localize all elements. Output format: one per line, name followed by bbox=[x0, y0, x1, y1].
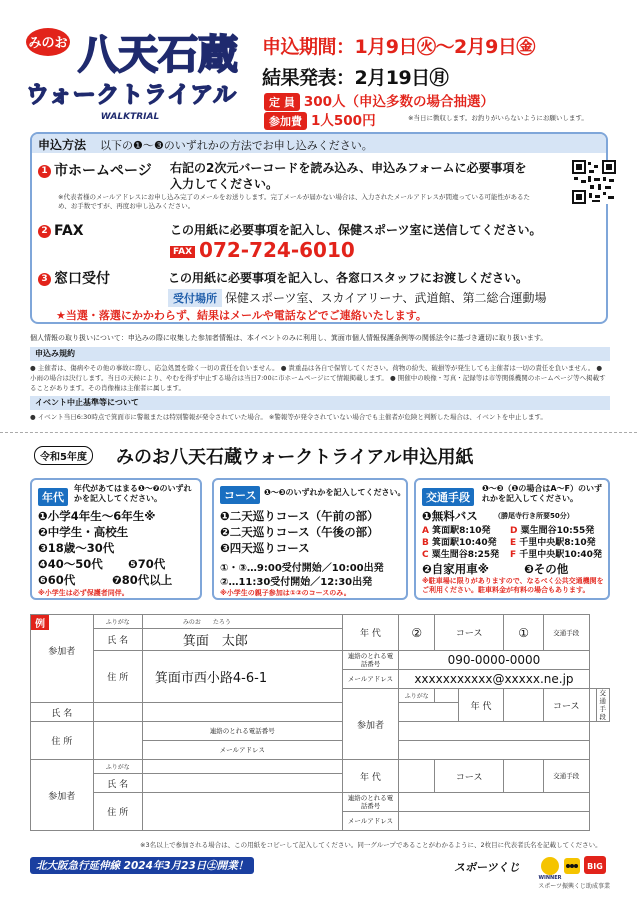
phone-label: 連絡のとれる電話番号 bbox=[142, 722, 342, 741]
method2-number: 2 bbox=[38, 225, 51, 238]
method-title: 申込方法 bbox=[38, 138, 87, 152]
venue-list: 保健スポーツ室、スカイアリーナ、武道館、第二総合運動場 bbox=[225, 291, 547, 305]
result-announcement: 結果発表：2月19日㊊ bbox=[262, 67, 449, 89]
example-participant-cell bbox=[31, 615, 94, 703]
fax-number-value: 072-724-6010 bbox=[199, 238, 355, 262]
method3-text: この用紙に必要事項を記入し、各窓口スタッフにお渡しください。 bbox=[168, 271, 529, 285]
course-option-2: ❷二天巡りコース（午後の部） bbox=[220, 525, 379, 539]
venue-label: 受付場所 bbox=[168, 289, 222, 307]
address-label: 住 所 bbox=[93, 651, 142, 703]
event-logo bbox=[18, 22, 242, 124]
age-option-2: ❷中学生・高校生 bbox=[38, 525, 129, 539]
cancel-title: イベント中止基準等について bbox=[30, 396, 610, 410]
bus-stop-a-text: 箕面駅8:10発 bbox=[432, 526, 491, 536]
age-option-5: ❺70代 bbox=[128, 557, 166, 571]
age-tag: 年代 bbox=[38, 488, 68, 506]
age-option-1: ❶小学4年生〜6年生※ bbox=[38, 509, 156, 523]
rules-text: ● 主催者は、傷病やその他の事故に際し、応急処置を除く一切の責任を負いません。 ● 貴重品は各自で保管してください。荷物の紛失、破損等が発生しても主催者は一切の責任を負いません。 ● 小雨の場合は決行します。当日の天候により、やむを得ず中止する場合は当日7:00に市ホームページにて情報掲載します。 ● 開催中の映像・写真・記録等は市等関係機関のホームページ等へ掲載することがあります。その肖像権は主催者に属します。 bbox=[30, 364, 606, 392]
logo-sub: WALKTRIAL bbox=[100, 112, 160, 122]
furigana-input-1[interactable] bbox=[435, 689, 459, 703]
participant-1-label: 参加者 bbox=[342, 689, 399, 760]
method2-label-text: FAX bbox=[54, 223, 84, 239]
example-name: 箕面 太郎 bbox=[142, 629, 342, 651]
name-input-1[interactable] bbox=[93, 703, 142, 722]
transport-instruction: ❶〜❸（❶の場合はA〜F）のいずれかを記入してください。 bbox=[482, 484, 602, 503]
railway-banner: 北大阪急行延伸線 2024年3月23日㊏開業！ bbox=[30, 857, 254, 874]
method1-label bbox=[38, 160, 152, 180]
fax-number bbox=[170, 238, 355, 262]
email-input-2[interactable] bbox=[399, 812, 589, 831]
transport-tag: 交通手段 bbox=[422, 488, 474, 506]
bus-stop-a-letter: A bbox=[422, 526, 429, 536]
example-age: ② bbox=[399, 615, 435, 651]
transport-label: 交通手段 bbox=[543, 615, 589, 651]
method-subtitle: 以下の❶〜❸のいずれかの方法でお申し込みください。 bbox=[100, 139, 373, 152]
course-label: コース bbox=[435, 615, 504, 651]
bus-stop-c-text: 粟生間谷8:25発 bbox=[431, 550, 500, 560]
method3-label-text: 窓口受付 bbox=[54, 271, 110, 287]
course-time-2: ②…11:30受付開始／12:30出発 bbox=[220, 577, 373, 588]
method3-number: 3 bbox=[38, 273, 51, 286]
address-input-2[interactable] bbox=[142, 793, 342, 831]
result-notice: ★当選・落選にかかわらず、結果はメールや電話などでご連絡いたします。 bbox=[56, 309, 427, 322]
example-address: 箕面市西小路4-6-1 bbox=[142, 651, 342, 703]
cut-line bbox=[0, 432, 637, 433]
transport-option-other: ❸その他 bbox=[524, 562, 569, 576]
bus-stop-f-text: 千里中央駅10:40発 bbox=[519, 550, 602, 560]
method1-text: 右記の2次元バーコードを読み込み、申込みフォームに必要事項を入力してください。 bbox=[170, 161, 527, 191]
age-options-box bbox=[30, 478, 202, 600]
bus-stop-b-text: 箕面駅10:40発 bbox=[432, 538, 497, 548]
method1-number: 1 bbox=[38, 165, 51, 178]
example-email: xxxxxxxxxxx@xxxxx.ne.jp bbox=[399, 670, 589, 689]
age-input-1[interactable] bbox=[504, 689, 544, 722]
bus-stop-d-text: 粟生間谷10:55発 bbox=[520, 526, 595, 536]
participant-label: 参加者 bbox=[48, 647, 76, 657]
course-note: ※小学生の親子参加は①②のコースのみ。 bbox=[220, 589, 351, 597]
fee bbox=[264, 109, 376, 130]
logo-main1: 八天石蔵 bbox=[78, 32, 238, 78]
age-option-6: ❻60代 bbox=[38, 573, 76, 587]
transport-options-box bbox=[414, 478, 610, 600]
bus-stop-c-letter: C bbox=[422, 550, 429, 560]
bus-stop-f bbox=[510, 547, 602, 560]
fee-label: 参加費 bbox=[264, 112, 307, 130]
age-input-2[interactable] bbox=[399, 760, 435, 793]
phone-label: 連絡のとれる電話番号 bbox=[342, 793, 399, 812]
name-input-2[interactable] bbox=[142, 774, 342, 793]
fee-note: ※当日に徴収します。お釣りがいらないようにお願いします。 bbox=[408, 114, 588, 122]
bus-stop-d-letter: D bbox=[510, 526, 518, 536]
name-label: 氏 名 bbox=[93, 629, 142, 651]
age-option-3: ❸18歳〜30代 bbox=[38, 541, 115, 555]
logo-main2: ウォークトライアル bbox=[26, 82, 236, 108]
age-note: ※小学生は必ず保護者同伴。 bbox=[38, 589, 129, 597]
fax-icon: FAX bbox=[170, 246, 195, 258]
course-option-3: ❸四天巡りコース bbox=[220, 541, 310, 555]
course-instruction: ❶〜❸のいずれかを記入してください。 bbox=[264, 488, 406, 497]
form-title: みのお八天石蔵ウォークトライアル申込用紙 bbox=[116, 447, 474, 468]
bus-stop-e-text: 千里中央駅8:10発 bbox=[519, 538, 596, 548]
course-input-1[interactable] bbox=[589, 689, 596, 722]
phone-input-1[interactable] bbox=[399, 722, 589, 741]
course-label: コース bbox=[543, 689, 589, 722]
capacity-value: 300人（申込多数の場合抽選） bbox=[303, 94, 495, 110]
participant-2-label: 参加者 bbox=[31, 760, 94, 831]
furigana-label: ふりがな bbox=[399, 689, 435, 703]
name-label: 氏 名 bbox=[31, 703, 94, 722]
logo-small: みのお bbox=[28, 36, 68, 51]
sponsor-sportkuji: スポーツくじ bbox=[454, 861, 520, 874]
example-phone: 090-0000-0000 bbox=[399, 651, 589, 670]
example-course: ① bbox=[504, 615, 544, 651]
sponsor-note: スポーツ振興くじ助成事業 bbox=[538, 883, 610, 890]
transport-option-bus: ❶無料バス bbox=[422, 509, 478, 523]
method1-label-text: 市ホームページ bbox=[54, 163, 152, 179]
bus-note: （勝尾寺行き所要50分） bbox=[494, 512, 574, 520]
bus-stop-c bbox=[422, 547, 499, 560]
phone-label: 連絡のとれる電話番号 bbox=[342, 651, 399, 670]
method2-label bbox=[38, 223, 84, 239]
address-label: 住 所 bbox=[93, 793, 142, 831]
table-note: ※3名以上で参加される場合は、この用紙をコピーして記入してください。同一グループであることがわかるように、2枚目に代表者氏名を記載してください。 bbox=[140, 841, 602, 849]
email-input-1[interactable] bbox=[399, 741, 589, 760]
age-label: 年 代 bbox=[342, 760, 399, 793]
email-label: メールアドレス bbox=[142, 741, 342, 760]
bus-stop-e-letter: E bbox=[510, 538, 517, 548]
phone-input-2[interactable] bbox=[399, 793, 589, 812]
sponsor-winner: WINNER bbox=[538, 875, 562, 881]
capacity-label: 定 員 bbox=[264, 93, 300, 111]
course-label: コース bbox=[435, 760, 504, 793]
course-tag: コース bbox=[220, 486, 260, 504]
name-label: 氏 名 bbox=[93, 774, 142, 793]
method1-note: ※代表者様のメールアドレスにお申し込み完了のメールをお送りします。完了メールが届かない場合は、入力されたメールアドレスが間違っている可能性があるため、お手数ですが、再度お申し込みください。 bbox=[58, 193, 531, 210]
qr-code[interactable] bbox=[572, 160, 616, 204]
method2-text: この用紙に必要事項を記入し、保健スポーツ室に送信してください。 bbox=[170, 223, 542, 237]
address-label: 住 所 bbox=[31, 722, 94, 760]
sponsor-logos bbox=[454, 855, 614, 891]
example-furigana: みのお たろう bbox=[142, 615, 342, 629]
sponsor-big: BIG bbox=[587, 862, 603, 871]
method3-label bbox=[38, 268, 110, 288]
fee-value: 1人500円 bbox=[311, 113, 376, 129]
transport-label: 交通手段 bbox=[543, 760, 589, 793]
email-label: メールアドレス bbox=[342, 812, 399, 831]
address-input-1[interactable] bbox=[93, 722, 142, 760]
course-option-1: ❶二天巡りコース（午前の部） bbox=[220, 509, 379, 523]
age-label: 年 代 bbox=[342, 615, 399, 651]
course-time-1: ①・③…9:00受付開始／10:00出発 bbox=[220, 563, 384, 574]
furigana-label: ふりがな bbox=[93, 615, 142, 629]
winner-icon bbox=[541, 857, 559, 875]
cancel-text: ● イベント当日6:30時点で箕面市に警報または特別警報が発令されていた場合。 ※警報等が発令されていない場合でも主催者が危険と判断した場合は、イベントを中止します。 bbox=[30, 413, 547, 421]
application-table bbox=[30, 614, 610, 838]
transport-label: 交通手段 bbox=[596, 689, 610, 722]
capacity bbox=[264, 90, 494, 111]
age-option-4: ❹40〜50代 bbox=[38, 557, 103, 571]
furigana-input-2[interactable] bbox=[142, 760, 342, 774]
transport-note: ※駐車場に限りがありますので、なるべく公共交通機関をご利用ください。駐車料金が有料の場合もあります。 bbox=[422, 577, 604, 594]
rules-title: 申込み規約 bbox=[30, 347, 610, 361]
example-badge: 例 bbox=[31, 615, 49, 630]
bus-stop-f-letter: F bbox=[510, 550, 517, 560]
era-badge: 令和5年度 bbox=[34, 446, 93, 465]
age-instruction: 年代があてはまる❶〜❼のいずれかを記入してください。 bbox=[74, 484, 192, 503]
email-label: メールアドレス bbox=[342, 670, 399, 689]
furigana-label: ふりがな bbox=[93, 760, 142, 774]
course-options-box bbox=[212, 478, 408, 600]
bus-stop-b-letter: B bbox=[422, 538, 429, 548]
privacy-note: 個人情報の取り扱いについて：申込みの際に収集した参加者情報は、本イベントのみに利用し、箕面市個人情報保護条例等の関係法令に基づき適切に取り扱います。 bbox=[30, 334, 548, 342]
age-option-7: ❼80代以上 bbox=[112, 573, 173, 587]
application-period: 申込期間：1月9日㊋〜2月9日㊎ bbox=[262, 36, 535, 58]
course-input-2[interactable] bbox=[504, 760, 544, 793]
age-label: 年 代 bbox=[458, 689, 504, 722]
transport-option-car: ❷自家用車※ bbox=[422, 562, 489, 576]
